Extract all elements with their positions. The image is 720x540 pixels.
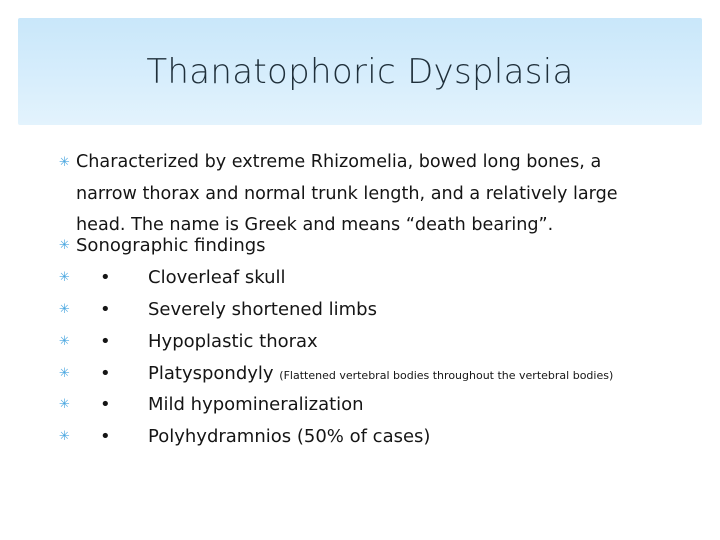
dot-icon: •	[100, 363, 111, 384]
finding-note: (Flattened vertebral bodies throughout the vertebral bodies)	[279, 369, 614, 382]
finding-label: Mild hypomineralization	[148, 394, 364, 415]
asterisk-bullet-icon: ✳	[59, 334, 70, 349]
finding-text	[148, 326, 318, 358]
finding-label: Platyspondyly	[148, 363, 274, 384]
finding-text	[148, 389, 364, 421]
dot-icon: •	[100, 426, 111, 447]
asterisk-bullet-icon: ✳	[59, 302, 70, 317]
dot-icon: •	[100, 394, 111, 415]
asterisk-bullet-icon: ✳	[59, 270, 70, 285]
dot-icon: •	[100, 267, 111, 288]
dot-icon: •	[100, 299, 111, 320]
finding-text	[148, 294, 377, 326]
slide-title: Thanatophoric Dysplasia	[146, 52, 574, 92]
finding-text	[148, 358, 613, 392]
asterisk-bullet-icon: ✳	[59, 366, 70, 381]
finding-text	[148, 421, 430, 453]
finding-label: Polyhydramnios (50% of cases)	[148, 426, 431, 447]
description-text: Characterized by extreme Rhizomelia, bowed long bones, a narrow thorax and normal trunk length, and a relatively large head. The name is Greek and means “death bearing”.	[76, 152, 618, 235]
bullet-findings-heading	[59, 230, 656, 262]
finding-label: Severely shortened limbs	[148, 299, 377, 320]
asterisk-bullet-icon: ✳	[59, 397, 70, 412]
finding-text	[148, 262, 286, 294]
asterisk-bullet-icon: ✳	[59, 429, 70, 444]
asterisk-bullet-icon: ✳	[59, 238, 70, 253]
asterisk-bullet-icon: ✳	[59, 155, 70, 170]
dot-icon: •	[100, 331, 111, 352]
finding-label: Cloverleaf skull	[148, 267, 286, 288]
findings-heading: Sonographic findings	[76, 235, 266, 256]
bullet-description	[59, 147, 656, 242]
finding-label: Hypoplastic thorax	[148, 331, 318, 352]
